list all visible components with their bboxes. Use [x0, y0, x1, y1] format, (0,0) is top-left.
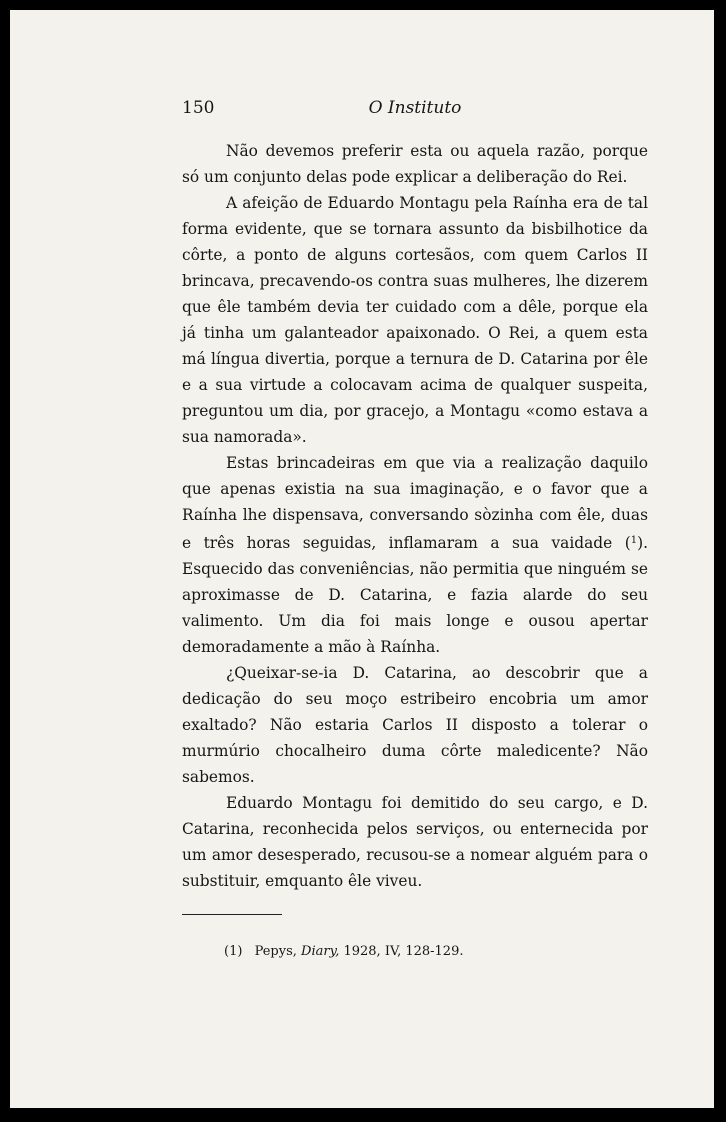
footnote-divider [182, 914, 282, 915]
footnote-mark: (1) [224, 944, 243, 959]
footnote [224, 942, 644, 962]
footnote-details: 1928, IV, 128-129. [343, 944, 464, 959]
paragraph-text: ). Esquecido das conveniências, não permitia que ninguém se aproximasse de D. Catarina, e fazia alarde do seu valimento. Um dia foi mais longe e ousou apertar demoradamente a mão à Raínha. [182, 534, 648, 656]
footnote-author: Pepys, [254, 944, 297, 959]
running-title: O Instituto [368, 98, 462, 118]
footnote-work: Diary, [301, 944, 340, 959]
paragraph-text: Estas brincadeiras em que via a realização daquilo que apenas existia na sua imaginação, e o favor que a Raínha lhe dispensava, conversando sòzinha com êle, duas e três horas seguidas, inflamaram a sua vaidade ( [182, 454, 648, 552]
book-page [10, 10, 714, 1108]
page-header [182, 92, 648, 120]
paragraph: ¿Queixar-se-ia D. Catarina, ao descobrir que a dedicação do seu moço estribeiro encobria um amor exaltado? Não estaria Carlos II disposto a tolerar o murmúrio chocalheiro duma côrte maledicente? Não sabemos. [182, 664, 648, 786]
paragraph: Eduardo Montagu foi demitido do seu cargo, e D. Catarina, reconhecida pelos serviços, ou enternecida por um amor desesperado, recusou-se a nomear alguém para o substituir, emquanto êle viveu. [182, 794, 648, 890]
body-text [182, 138, 648, 894]
paragraph [182, 450, 648, 660]
page-number: 150 [182, 98, 215, 118]
paragraph: A afeição de Eduardo Montagu pela Raínha era de tal forma evidente, que se tornara assunto da bisbilhotice da côrte, a ponto de alguns cortesãos, com quem Carlos II brincava, precavendo-os contra suas mulheres, lhe dizerem que êle também devia ter cuidado com a dêle, porque ela já tinha um galanteador apaixonado. O Rei, a quem esta má língua divertia, porque a ternura de D. Catarina por êle e a sua virtude a colocavam acima de qualquer suspeita, preguntou um dia, por gracejo, a Montagu «como estava a sua namorada». [182, 194, 648, 446]
footnote-reference[interactable]: 1 [630, 535, 638, 546]
paragraph: Não devemos preferir esta ou aquela razão, porque só um conjunto delas pode explicar a deliberação do Rei. [182, 142, 648, 186]
